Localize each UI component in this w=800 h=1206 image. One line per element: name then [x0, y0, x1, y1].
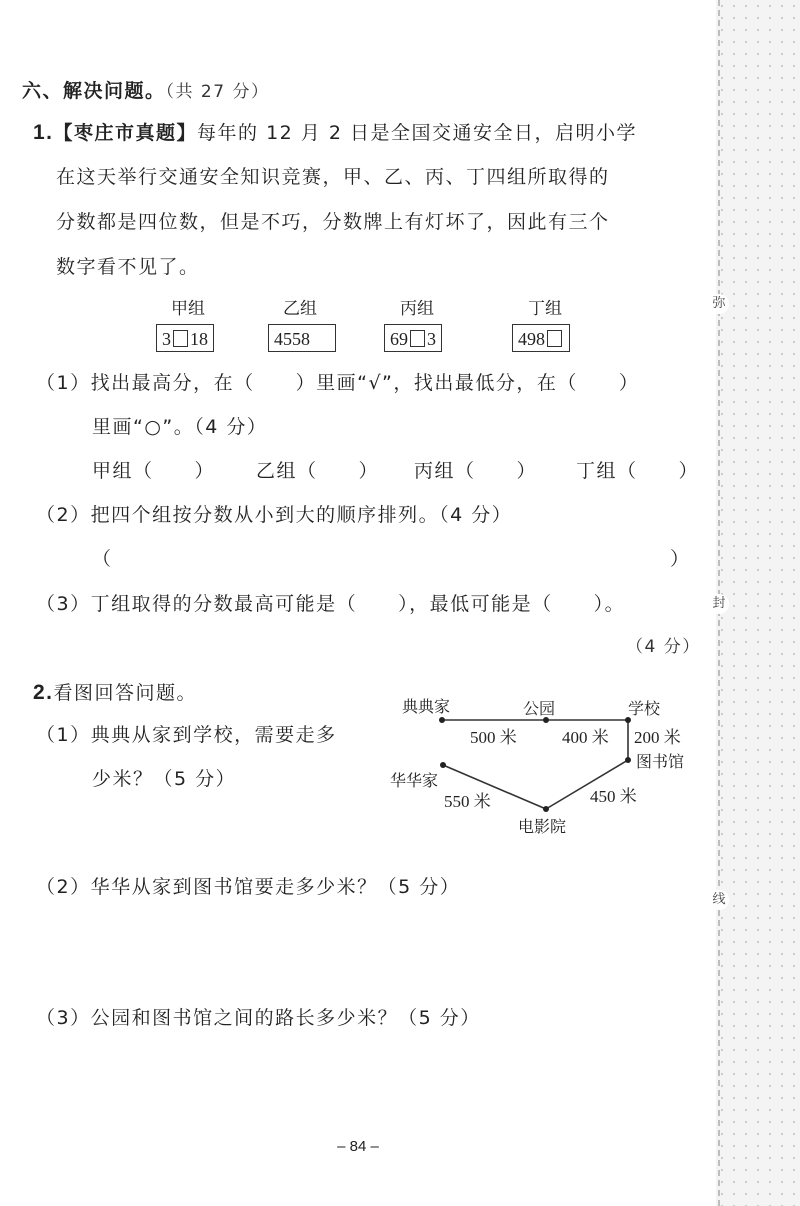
q2-sub1-line-1: [36, 720, 337, 747]
group-label-yi: 乙组: [283, 299, 317, 319]
q2-sub1-text-2: 少米？（5 分）: [92, 768, 237, 790]
group-label-bing: 丙组: [400, 299, 434, 319]
score-card-bing: [384, 324, 442, 352]
q1-line-1: [33, 118, 637, 145]
score-bing-before: 69: [390, 329, 408, 349]
score-bing-after: 3: [427, 329, 436, 349]
q1-sub2-close-paren: ）: [670, 548, 691, 570]
q1-sub1-number: （1）: [36, 372, 91, 394]
q1-sub2-answer-area[interactable]: [104, 540, 676, 570]
distance-school-library: 200 米: [634, 728, 681, 747]
label-diandian-home: 典典家: [402, 697, 451, 716]
page-number: – 84 –: [337, 1138, 379, 1155]
answer-bing[interactable]: 丙组（ ）: [414, 460, 538, 482]
answer-jia[interactable]: 甲组（ ）: [92, 460, 216, 482]
q1-sub2-number: （2）: [36, 504, 91, 526]
answer-yi[interactable]: 乙组（ ）: [256, 460, 380, 482]
q2-sub2-number: （2）: [36, 876, 91, 898]
q1-text-line-1: 每年的 12 月 2 日是全国交通安全日，启明小学: [197, 122, 637, 144]
q2-number: 2.: [33, 681, 54, 704]
label-school: 学校: [628, 699, 661, 718]
q2-sub3-answer-area[interactable]: [92, 1040, 692, 1120]
point-library: [625, 757, 631, 763]
distance-cinema-library: 450 米: [590, 787, 637, 806]
q1-sub2-line: [36, 500, 512, 527]
margin-char-xian: 线: [709, 890, 729, 910]
q1-sub1-text-2: 里画“○”。（4 分）: [92, 416, 268, 438]
q1-text-line-4: 数字看不见了。: [56, 256, 200, 278]
q2-sub2-text: 华华从家到图书馆要走多少米？（5 分）: [90, 876, 461, 898]
q2-sub3-text: 公园和图书馆之间的路长多少米？（5 分）: [90, 1007, 481, 1029]
label-cinema: 电影院: [518, 817, 567, 836]
q1-sub1-text-1: 找出最高分，在（ ）里画“√”，找出最低分，在（ ）: [90, 372, 640, 394]
q2-sub1-text-1: 典典从家到学校，需要走多: [90, 724, 337, 746]
group-label-ding: 丁组: [528, 299, 562, 319]
q1-sub3-number: （3）: [36, 593, 91, 615]
section-heading: [22, 76, 269, 103]
distance-home-park: 500 米: [470, 728, 517, 747]
route-map-diagram: [380, 690, 710, 840]
q2-sub2-answer-area[interactable]: [92, 910, 692, 990]
label-park: 公园: [523, 699, 556, 718]
point-cinema: [543, 806, 549, 812]
section-points: （共 27 分）: [165, 82, 270, 102]
section-title: 六、解决问题。: [22, 80, 166, 102]
score-card-jia: [156, 324, 214, 352]
q1-text-line-3: 分数都是四位数，但是不巧，分数牌上有灯坏了，因此有三个: [56, 211, 610, 233]
q1-sub3-line: [36, 589, 625, 616]
score-ding-before: 498: [518, 329, 545, 349]
score-jia-after: 18: [190, 329, 208, 349]
q2-sub3-line: [36, 1003, 481, 1030]
missing-digit-box: [547, 330, 562, 347]
score-card-yi: [268, 324, 336, 352]
distance-park-school: 400 米: [562, 728, 609, 747]
q1-sub1-line-1: [36, 368, 639, 395]
q1-sub3-text: 丁组取得的分数最高可能是（ ），最低可能是（ ）。: [90, 593, 626, 615]
group-label-jia: 甲组: [171, 299, 205, 319]
q2-sub3-number: （3）: [36, 1007, 91, 1029]
q2-sub1-number: （1）: [36, 724, 91, 746]
q1-sub2-text: 把四个组按分数从小到大的顺序排列。（4 分）: [90, 504, 513, 526]
q1-text-line-2: 在这天举行交通安全知识竞赛，甲、乙、丙、丁四组所取得的: [56, 166, 610, 188]
q1-sub3-points: （4 分）: [626, 637, 701, 657]
score-card-ding: [512, 324, 570, 352]
margin-char-feng: 封: [709, 594, 729, 614]
q1-sub2-open-paren: （: [92, 548, 113, 570]
score-yi-value: 4558: [274, 329, 310, 349]
point-huahua-home: [440, 762, 446, 768]
distance-huahua-cinema: 550 米: [444, 792, 491, 811]
missing-digit-box: [173, 330, 188, 347]
score-jia-before: 3: [162, 329, 171, 349]
label-library: 图书馆: [636, 752, 685, 771]
margin-char-mi: 弥: [709, 294, 729, 314]
answer-ding[interactable]: 丁组（ ）: [576, 460, 700, 482]
point-diandian-home: [439, 717, 445, 723]
missing-digit-box: [410, 330, 425, 347]
q2-sub2-line: [36, 872, 460, 899]
label-huahua-home: 华华家: [390, 771, 439, 790]
q1-number: 1.: [33, 121, 54, 144]
q2-title: 看图回答问题。: [53, 682, 198, 704]
q1-source-tag: 【枣庄市真题】: [53, 122, 198, 144]
q2-heading: [33, 678, 197, 705]
